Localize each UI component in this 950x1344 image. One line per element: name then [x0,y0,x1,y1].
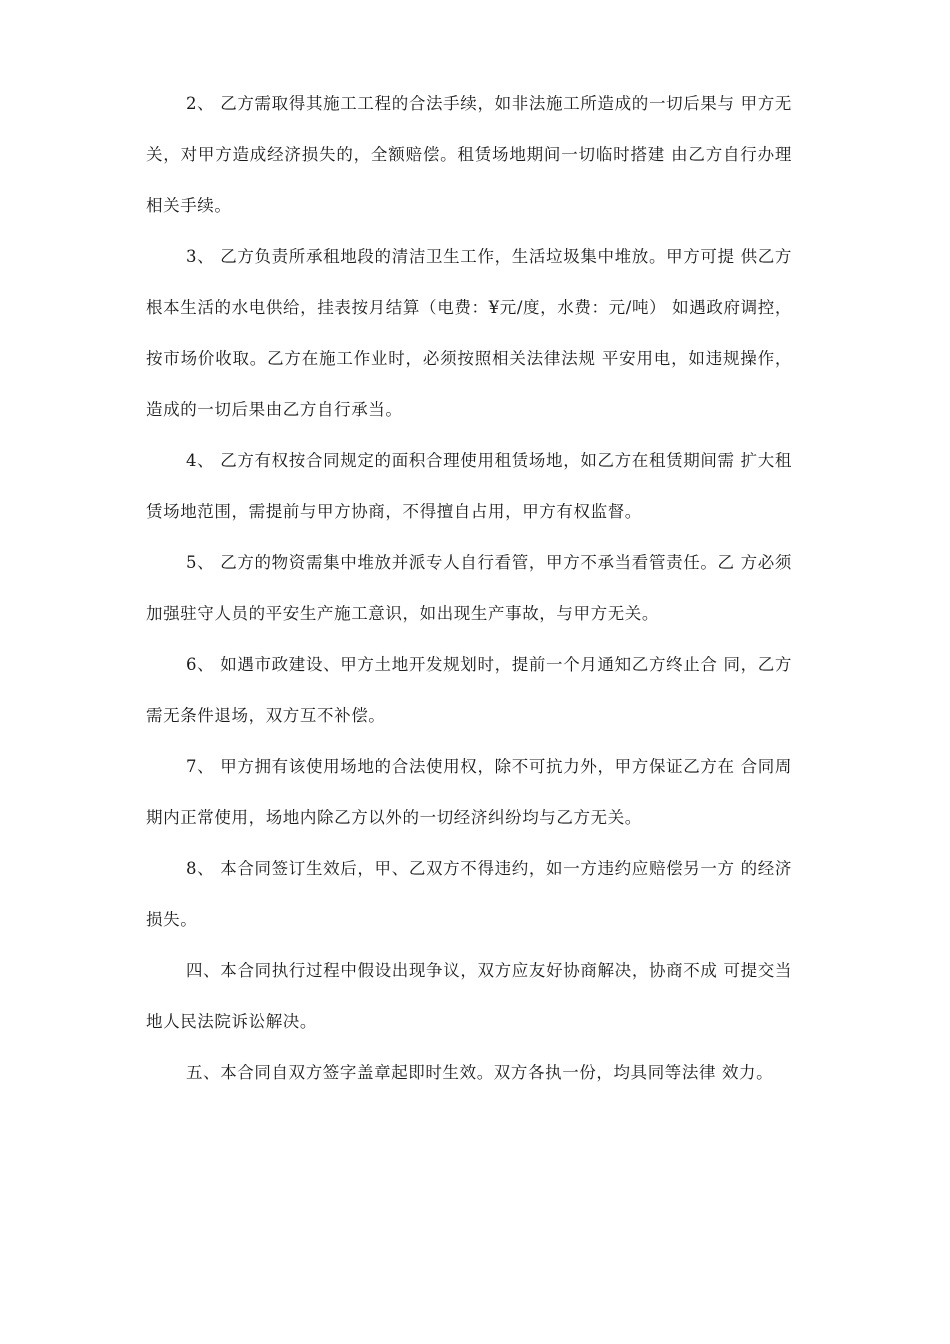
clause-8-paragraph: 8、 本合同签订生效后，甲、乙双方不得违约，如一方违约应赔偿另一方 的经济损失。 [146,859,792,929]
clause-2-paragraph: 2、 乙方需取得其施工工程的合法手续，如非法施工所造成的一切后果与 甲方无关，对甲方造成经济损失的，全额赔偿。租赁场地期间一切临时搭建 由乙方自行办理相关手续。 [146,94,792,215]
clause-7-paragraph: 7、 甲方拥有该使用场地的合法使用权，除不可抗力外，甲方保证乙方在 合同周期内正常使用，场地内除乙方以外的一切经济纠纷均与乙方无关。 [146,757,792,827]
clause-5-paragraph: 5、 乙方的物资需集中堆放并派专人自行看管，甲方不承当看管责任。乙 方必须加强驻守人员的平安生产施工意识，如出现生产事故，与甲方无关。 [146,553,792,623]
clause-6-paragraph: 6、 如遇市政建设、甲方土地开发规划时，提前一个月通知乙方终止合 同，乙方需无条件退场，双方互不补偿。 [146,655,792,725]
section-4-paragraph: 四、本合同执行过程中假设出现争议，双方应友好协商解决，协商不成 可提交当地人民法院诉讼解决。 [146,961,792,1031]
section-5-paragraph: 五、本合同自双方签字盖章起即时生效。双方各执一份，均具同等法律 效力。 [186,1063,774,1082]
clause-3-paragraph: 3、 乙方负责所承租地段的清洁卫生工作，生活垃圾集中堆放。甲方可提 供乙方根本生活的水电供给，挂表按月结算（电费：¥元/度，水费：元/吨） 如遇政府调控，按市场价收取。乙方在施工作业时，必须按照相关法律法规 平安用电，如违规操作，造成的一切后果由乙方自行承当。 [146,247,792,419]
clause-4-paragraph: 4、 乙方有权按合同规定的面积合理使用租赁场地，如乙方在租赁期间需 扩大租赁场地范围，需提前与甲方协商，不得擅自占用，甲方有权监督。 [146,451,792,521]
